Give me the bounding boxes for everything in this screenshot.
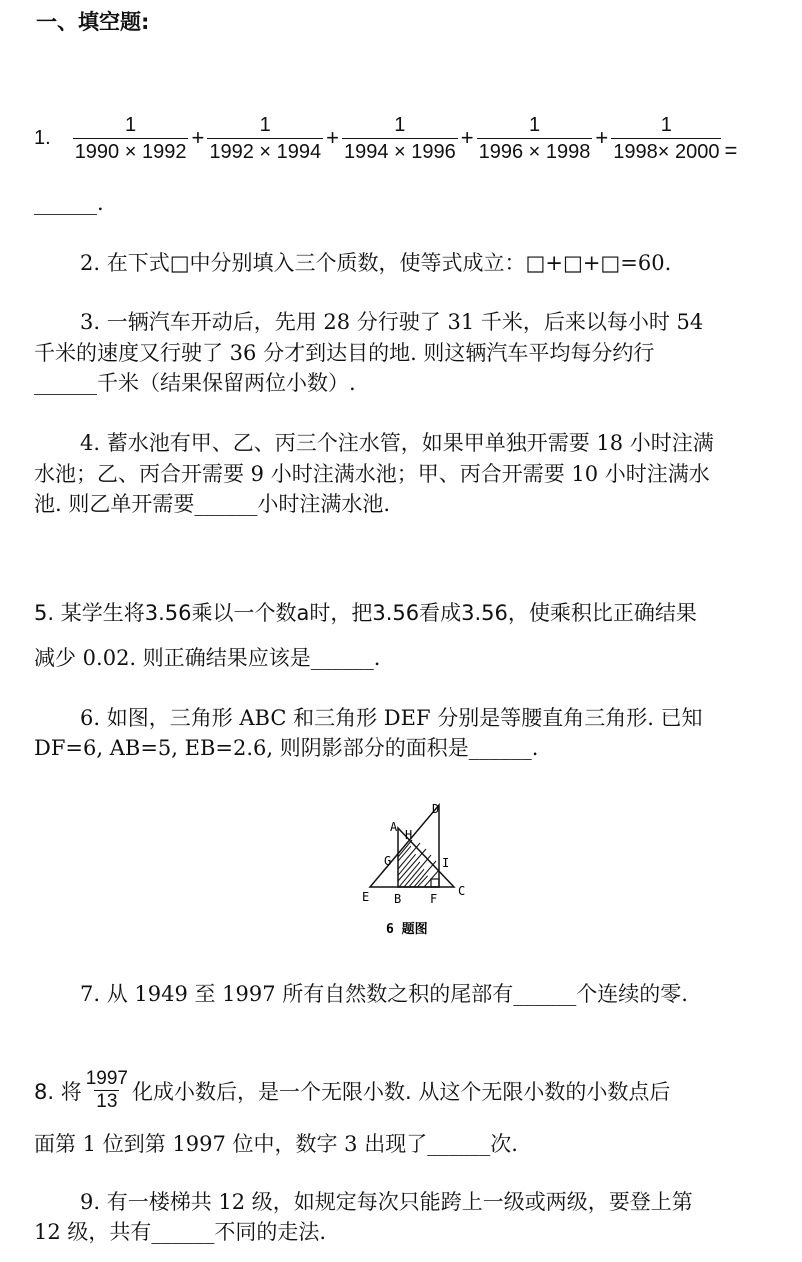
plus-sign: + [326,125,339,150]
fraction-numerator: 1 [259,113,271,136]
question-3-line-3: ______千米（结果保留两位小数）. [34,371,356,395]
question-7: 7. 从 1949 至 1997 所有自然数之积的尾部有______个连续的零. [80,982,688,1006]
fraction-numerator: 1 [660,113,672,136]
question-1 [34,108,738,168]
label-i: I [442,856,450,870]
question-8-line-2: 面第 1 位到第 1997 位中，数字 3 出现了______次. [34,1132,518,1156]
question-8-prefix: 8. 将 [34,1079,82,1104]
question-1-number: 1. [34,126,51,149]
fraction-numerator: 1 [394,113,406,136]
fraction-denominator: 1990 × 1992 [73,138,189,165]
section-title: 一、填空题: [36,10,150,34]
fraction-denominator: 1998× 2000 [611,138,721,165]
question-4-line-3: 池. 则乙单开需要______小时注满水池. [34,492,391,516]
question-1-answer-blank: ______. [34,191,104,215]
label-c: C [458,884,466,898]
fraction-2 [207,112,323,165]
label-f: F [430,892,438,906]
triangle-def [370,805,439,887]
question-6-line-1: 6. 如图，三角形 ABC 和三角形 DEF 分别是等腰直角三角形. 已知 [80,706,703,730]
question-3-line-1: 3. 一辆汽车开动后，先用 28 分行驶了 31 千米，后来以每小时 54 [80,310,704,334]
plus-sign: + [460,125,474,150]
fraction-denominator: 1994 × 1996 [342,138,458,165]
label-g: G [384,854,392,868]
label-b: B [394,892,402,906]
fraction-denominator: 13 [96,1091,118,1112]
question-5-line-2: 减少 0.02. 则正确结果应该是______. [34,646,381,670]
label-e: E [362,890,370,904]
question-6-line-2: DF=6, AB=5, EB=2.6, 则阴影部分的面积是______. [34,736,539,760]
question-8-text: 化成小数后，是一个无限小数. 从这个无限小数的小数点后 [132,1079,671,1104]
question-2: 2. 在下式□中分别填入三个质数，使等式成立：□+□+□=60. [80,251,672,275]
question-4-line-1: 4. 蓄水池有甲、乙、丙三个注水管，如果甲单独开需要 18 小时注满 [80,431,714,455]
fraction-4 [477,112,593,165]
label-a: A [390,820,398,834]
question-5-line-1: 5. 某学生将3.56乘以一个数a时，把3.56看成3.56，使乘积比正确结果 [34,601,697,625]
fraction-denominator: 1992 × 1994 [207,138,323,165]
figure-caption: 6 题图 [386,922,428,937]
question-4-line-2: 水池；乙、丙合开需要 9 小时注满水池；甲、丙合开需要 10 小时注满水 [34,462,710,486]
fraction-denominator: 1996 × 1998 [477,138,593,165]
equals-sign: = [724,138,738,163]
fraction-3 [342,112,458,165]
question-8-line-1 [34,1068,670,1113]
plus-sign: + [191,125,205,150]
question-9-line-2: 12 级，共有______不同的走法. [34,1220,327,1244]
label-d: D [432,802,440,816]
fraction-5 [611,112,721,165]
fraction-numerator: 1 [125,113,137,136]
question-3-line-2: 千米的速度又行驶了 36 分才到达目的地. 则这辆汽车平均每分约行 [34,341,655,365]
fraction-1 [73,112,189,165]
triangle-figure [350,795,480,945]
plus-sign: + [595,125,609,150]
fraction-1997-13 [86,1068,128,1113]
fraction-numerator: 1 [528,113,541,136]
label-h: H [405,828,413,842]
question-9-line-1: 9. 有一楼梯共 12 级，如规定每次只能跨上一级或两级，要登上第 [80,1190,693,1214]
fraction-numerator: 1997 [85,1068,128,1089]
